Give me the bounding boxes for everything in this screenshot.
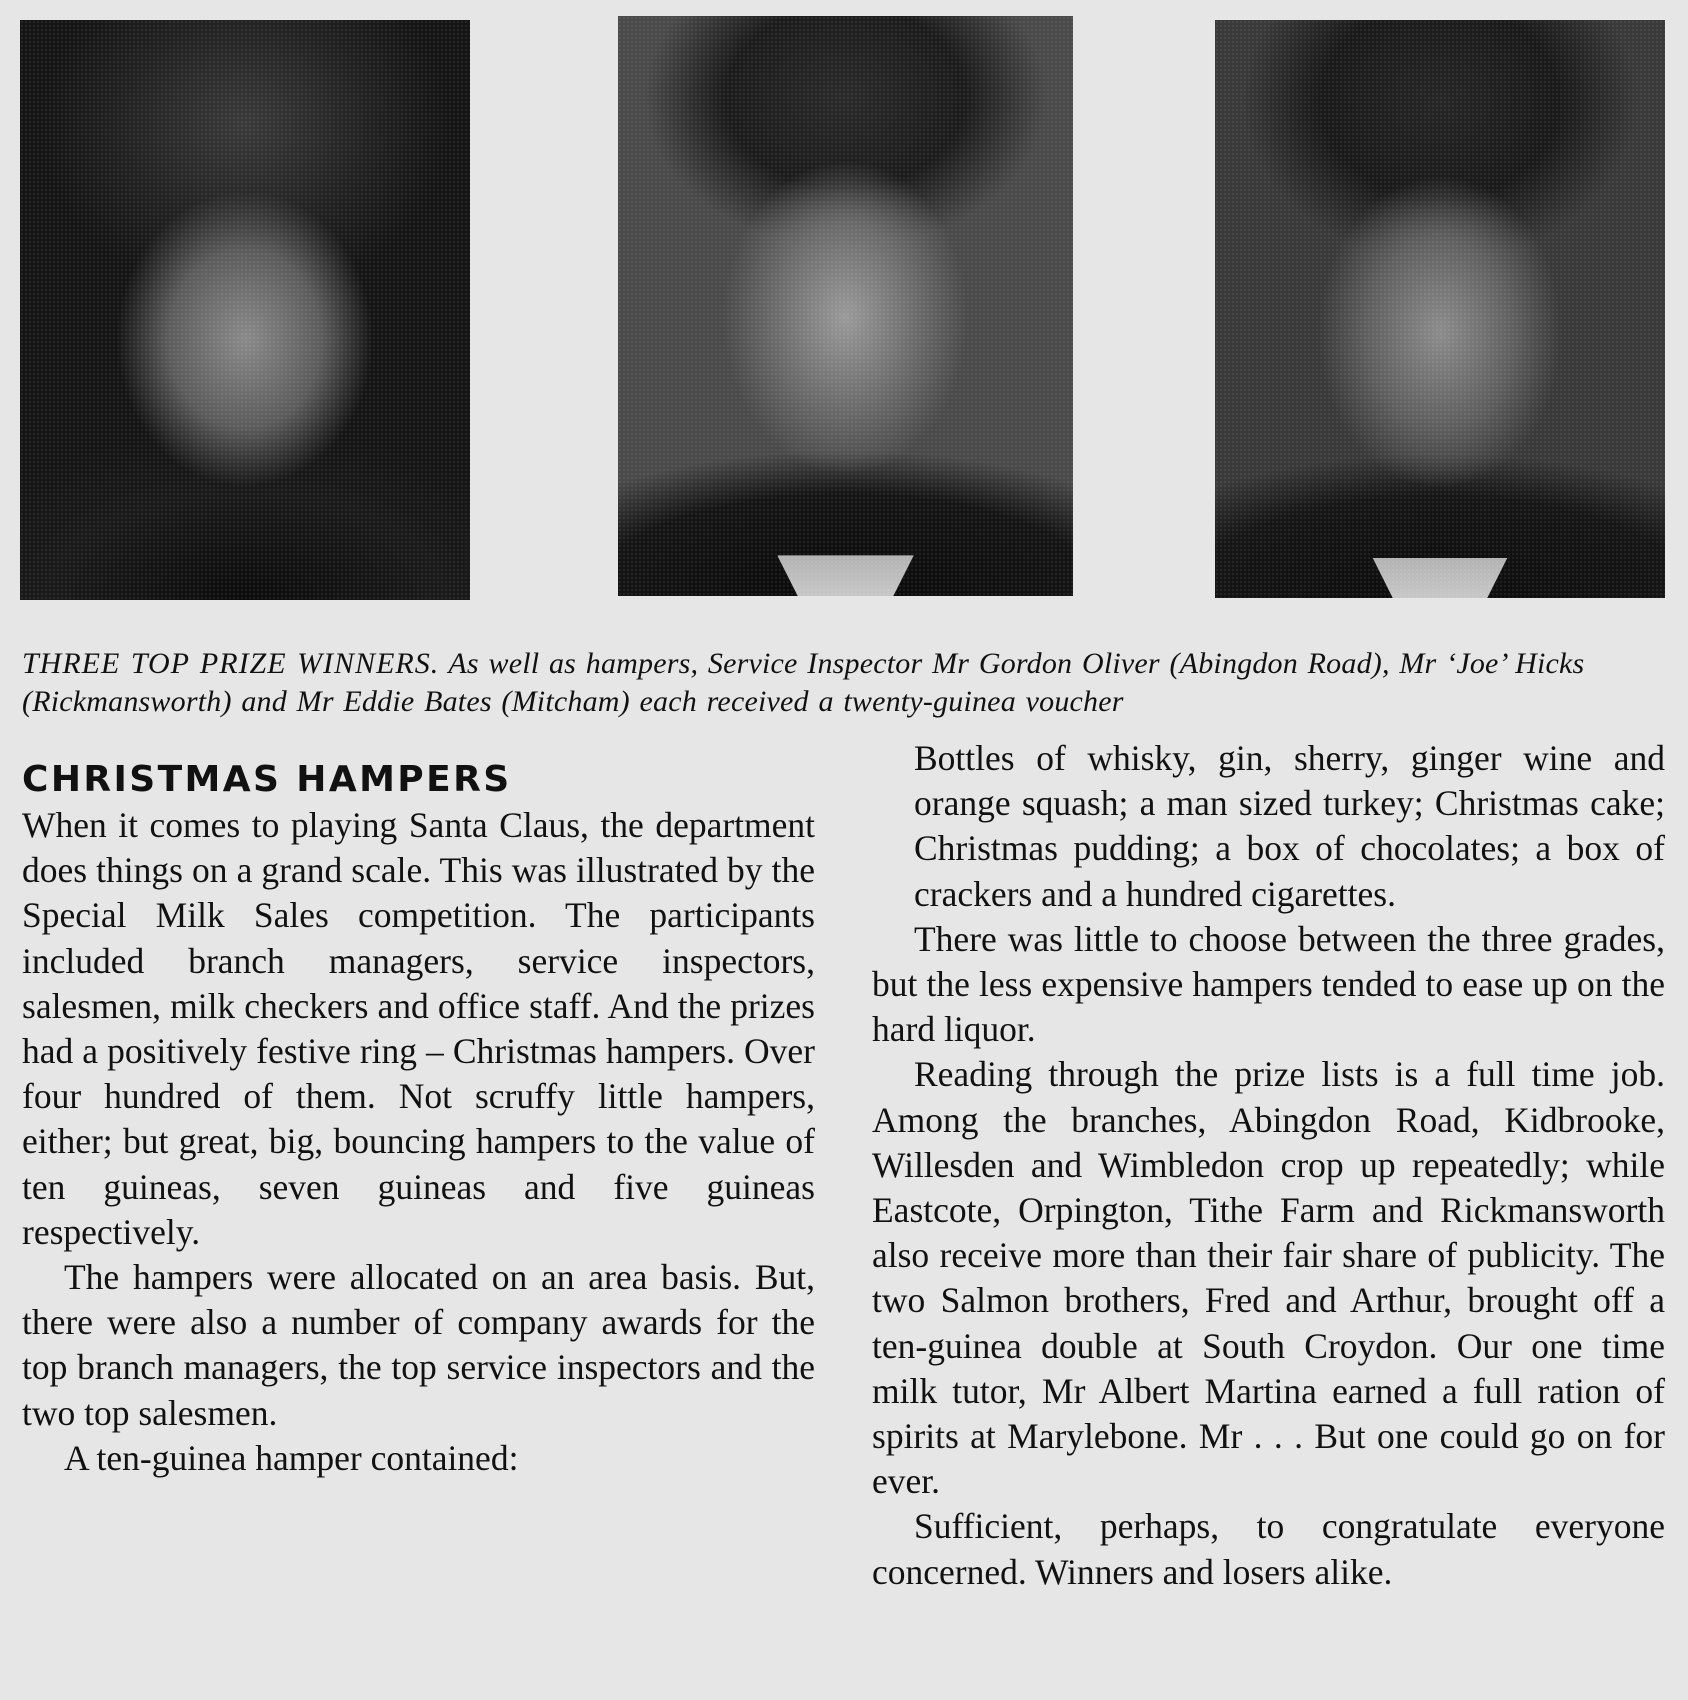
collar xyxy=(1373,558,1508,598)
caption-lead: THREE TOP PRIZE WINNERS. xyxy=(22,647,440,680)
article-right-column xyxy=(872,736,1665,1595)
paragraph: There was little to choose between the three grades, but the less expensive hampers tended to ease up on the hard liquor. xyxy=(872,918,1665,1050)
paragraph: Reading through the prize lists is a full time job. Among the branches, Abingdon Road, Kidbrooke, Willesden and Wimbledon crop up repeatedly; while Eastcote, Orpington, Tithe Farm and Rickmansworth also receive more than their fair share of publicity. The two Salmon brothers, Fred and Arthur, brought off a ten-guinea double at South Croydon. Our one time milk tutor, Mr Albert Martina earned a full ration of spirits at Marylebone. Mr . . . But one could go on for ever. xyxy=(872,1054,1665,1502)
photo-joe-hicks xyxy=(618,16,1073,596)
paragraph: When it comes to playing Santa Claus, the department does things on a grand scale. This was illustrated by the Special Milk Sales competition. The participants included branch managers, service inspectors, salesmen, milk checkers and office staff. And the prizes had a positively festive ring – Christmas hampers. Over four hundred of them. Not scruffy little hampers, either; but great, big, bouncing hampers to the value of ten guineas, seven guineas and five guineas respectively. xyxy=(22,805,815,1252)
collar xyxy=(777,555,914,596)
paragraph: The hampers were allocated on an area basis. But, there were also a number of company awards for the top branch managers, the top service inspectors and the two top salesmen. xyxy=(22,1257,815,1433)
article-left-column xyxy=(22,803,815,1481)
hamper-contents-paragraph: Bottles of whisky, gin, sherry, ginger wine and orange squash; a man sized turkey; Christmas cake; Christmas pudding; a box of chocolates; a box of crackers and a hundred cigarettes. xyxy=(914,738,1665,914)
article-headline: CHRISTMAS HAMPERS xyxy=(22,759,512,800)
paragraph: A ten-guinea hamper contained: xyxy=(64,1437,519,1478)
photo-gordon-oliver xyxy=(20,20,470,600)
photo-caption xyxy=(22,645,1672,721)
caption-text: As well as hampers, Service Inspector Mr Gordon Oliver (Abingdon Road), Mr ‘Joe’ Hicks (Rickmansworth) and Mr Eddie Bates (Mitcham) each received a twenty-guinea voucher xyxy=(22,647,1585,718)
photo-eddie-bates xyxy=(1215,20,1665,598)
paragraph: Sufficient, perhaps, to congratulate everyone concerned. Winners and losers alike. xyxy=(872,1506,1665,1592)
